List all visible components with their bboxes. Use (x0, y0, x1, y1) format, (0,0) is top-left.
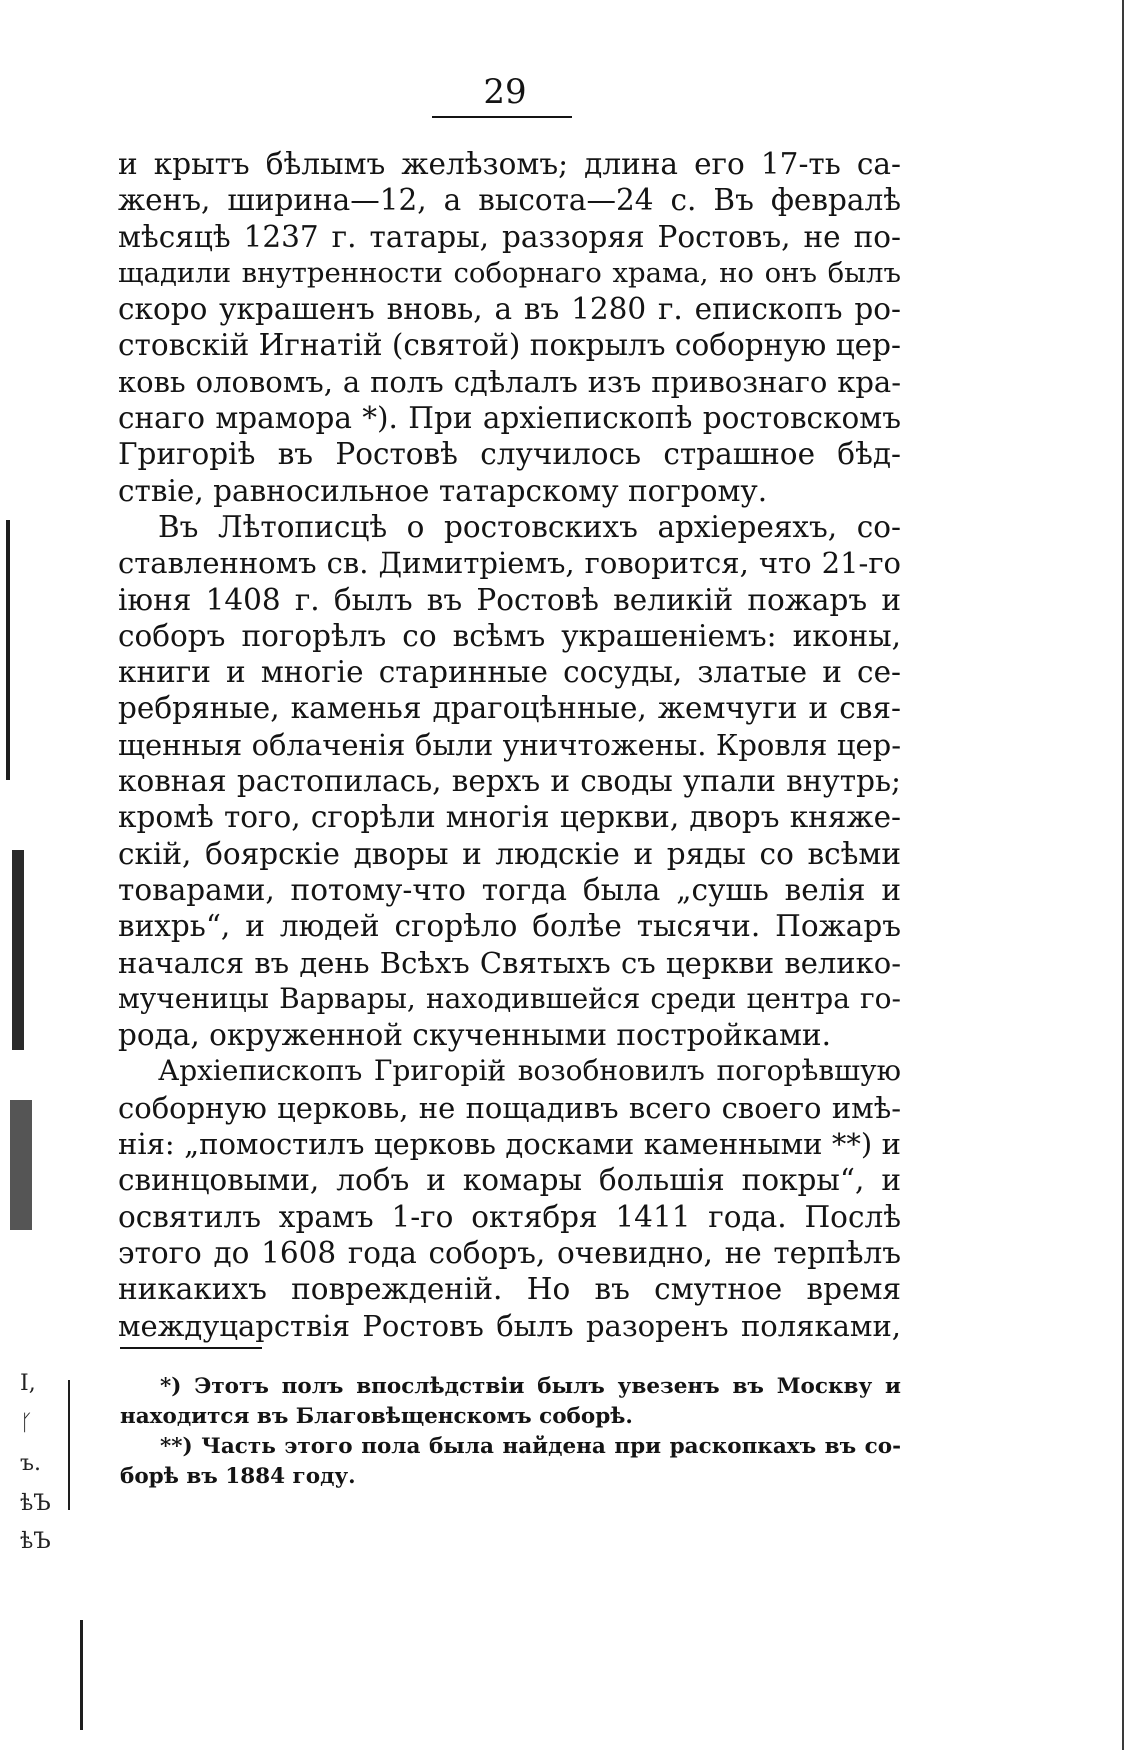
text-line: рода, окруженной скученными постройками. (118, 1018, 831, 1053)
scan-edge-mark (80, 1620, 83, 1730)
scan-edge-mark (12, 850, 24, 1050)
text-line: стовскій Игнатій (святой) покрылъ соборную цер- (118, 328, 901, 363)
text-line: свинцовыми, лобъ и комары большія покры“, и (118, 1163, 901, 1198)
scan-edge-mark (68, 1380, 70, 1510)
footnote-line: **) Часть этого пола была найдена при раскопкахъ въ со- (160, 1434, 901, 1459)
text-line: и крытъ бѣлымъ желѣзомъ; длина его 17-ть са- (118, 147, 901, 181)
text-line: ковь оловомъ, а полъ сдѣлалъ изъ привознаго кра- (118, 364, 901, 399)
footnote-line: борѣ въ 1884 году. (120, 1464, 356, 1489)
body-text (118, 146, 901, 1344)
text-line: ставленномъ св. Димитріемъ, говорится, что 21-го (118, 546, 901, 581)
text-line: Архіепископъ Григорій возобновилъ погорѣвшую (158, 1054, 901, 1088)
text-line: скій, боярскіе дворы и людскіе и ряды со всѣми (118, 836, 901, 871)
text-line: ковная растопилась, верхъ и своды упали внутрь; (118, 764, 901, 799)
footnotes (120, 1372, 901, 1492)
margin-glyph: I, (20, 1371, 36, 1396)
text-line: кромѣ того, сгорѣли многія церкви, дворъ княже- (118, 800, 901, 835)
text-line: женъ, ширина—12, а высота—24 с. Въ февралѣ (118, 183, 901, 218)
text-line: освятилъ храмъ 1-го октября 1411 года. Послѣ (118, 1199, 901, 1234)
text-line: соборную церковь, не пощадивъ всего своего имѣ- (118, 1090, 901, 1125)
text-line: щадили внутренности соборнаго храма, но онъ былъ (118, 256, 901, 289)
page-number-rule (432, 116, 572, 118)
text-line: вихрь“, и людей сгорѣло болѣе тысячи. Пожаръ (118, 909, 901, 944)
margin-glyph: ъ. (20, 1451, 41, 1476)
page-number: 29 (483, 72, 527, 112)
text-line: междуцарствія Ростовъ былъ разоренъ поляками, (118, 1308, 901, 1343)
text-line: мученицы Варвары, находившейся среди центра го- (118, 981, 901, 1015)
text-line: щенныя облаченія были уничтожены. Кровля цер- (118, 727, 901, 762)
text-line: ствіе, равносильное татарскому погрому. (118, 473, 768, 508)
footnote-line: находится въ Благовѣщенскомъ соборѣ. (120, 1404, 633, 1429)
text-line: никакихъ поврежденій. Но въ смутное время (118, 1272, 901, 1307)
text-line: соборъ погорѣлъ со всѣмъ украшеніемъ: иконы, (118, 618, 901, 653)
margin-glyph: ѣЪ (20, 1529, 51, 1554)
text-line: начался въ день Всѣхъ Святыхъ съ церкви велико- (118, 945, 901, 980)
margin-glyph: ᚴ (20, 1411, 34, 1436)
text-line: нія: „помостилъ церковь досками каменными **) и (118, 1127, 901, 1162)
text-line: снаго мрамора *). При архіепископѣ ростовскомъ (118, 401, 901, 436)
text-line: Въ Лѣтописцѣ о ростовскихъ архіереяхъ, со- (158, 509, 901, 544)
text-line: книги и многіе старинные сосуды, златые и се- (118, 655, 901, 690)
text-line: ребряные, каменья драгоцѣнные, жемчуги и свя- (118, 691, 901, 726)
text-line: Григоріѣ въ Ростовѣ случилось страшное бѣд- (118, 437, 901, 472)
scan-edge-mark (6, 520, 10, 780)
text-line: этого до 1608 года соборъ, очевидно, не терпѣлъ (118, 1235, 901, 1270)
footnote-separator (120, 1347, 262, 1349)
scan-edge-mark (1122, 0, 1124, 1750)
scan-edge-mark (10, 1100, 32, 1230)
text-line: скоро украшенъ вновь, а въ 1280 г. епископъ ро- (118, 292, 901, 327)
margin-glyph: ѣЪ (20, 1491, 51, 1516)
footnote-line: *) Этотъ полъ впослѣдствіи былъ увезенъ въ Москву и (160, 1374, 901, 1399)
text-line: мѣсяцѣ 1237 г. татары, раззоряя Ростовъ, не по- (118, 219, 901, 254)
text-line: товарами, потому-что тогда была „сушь велія и (118, 872, 901, 907)
text-line: іюня 1408 г. былъ въ Ростовѣ великій пожаръ и (118, 582, 901, 617)
